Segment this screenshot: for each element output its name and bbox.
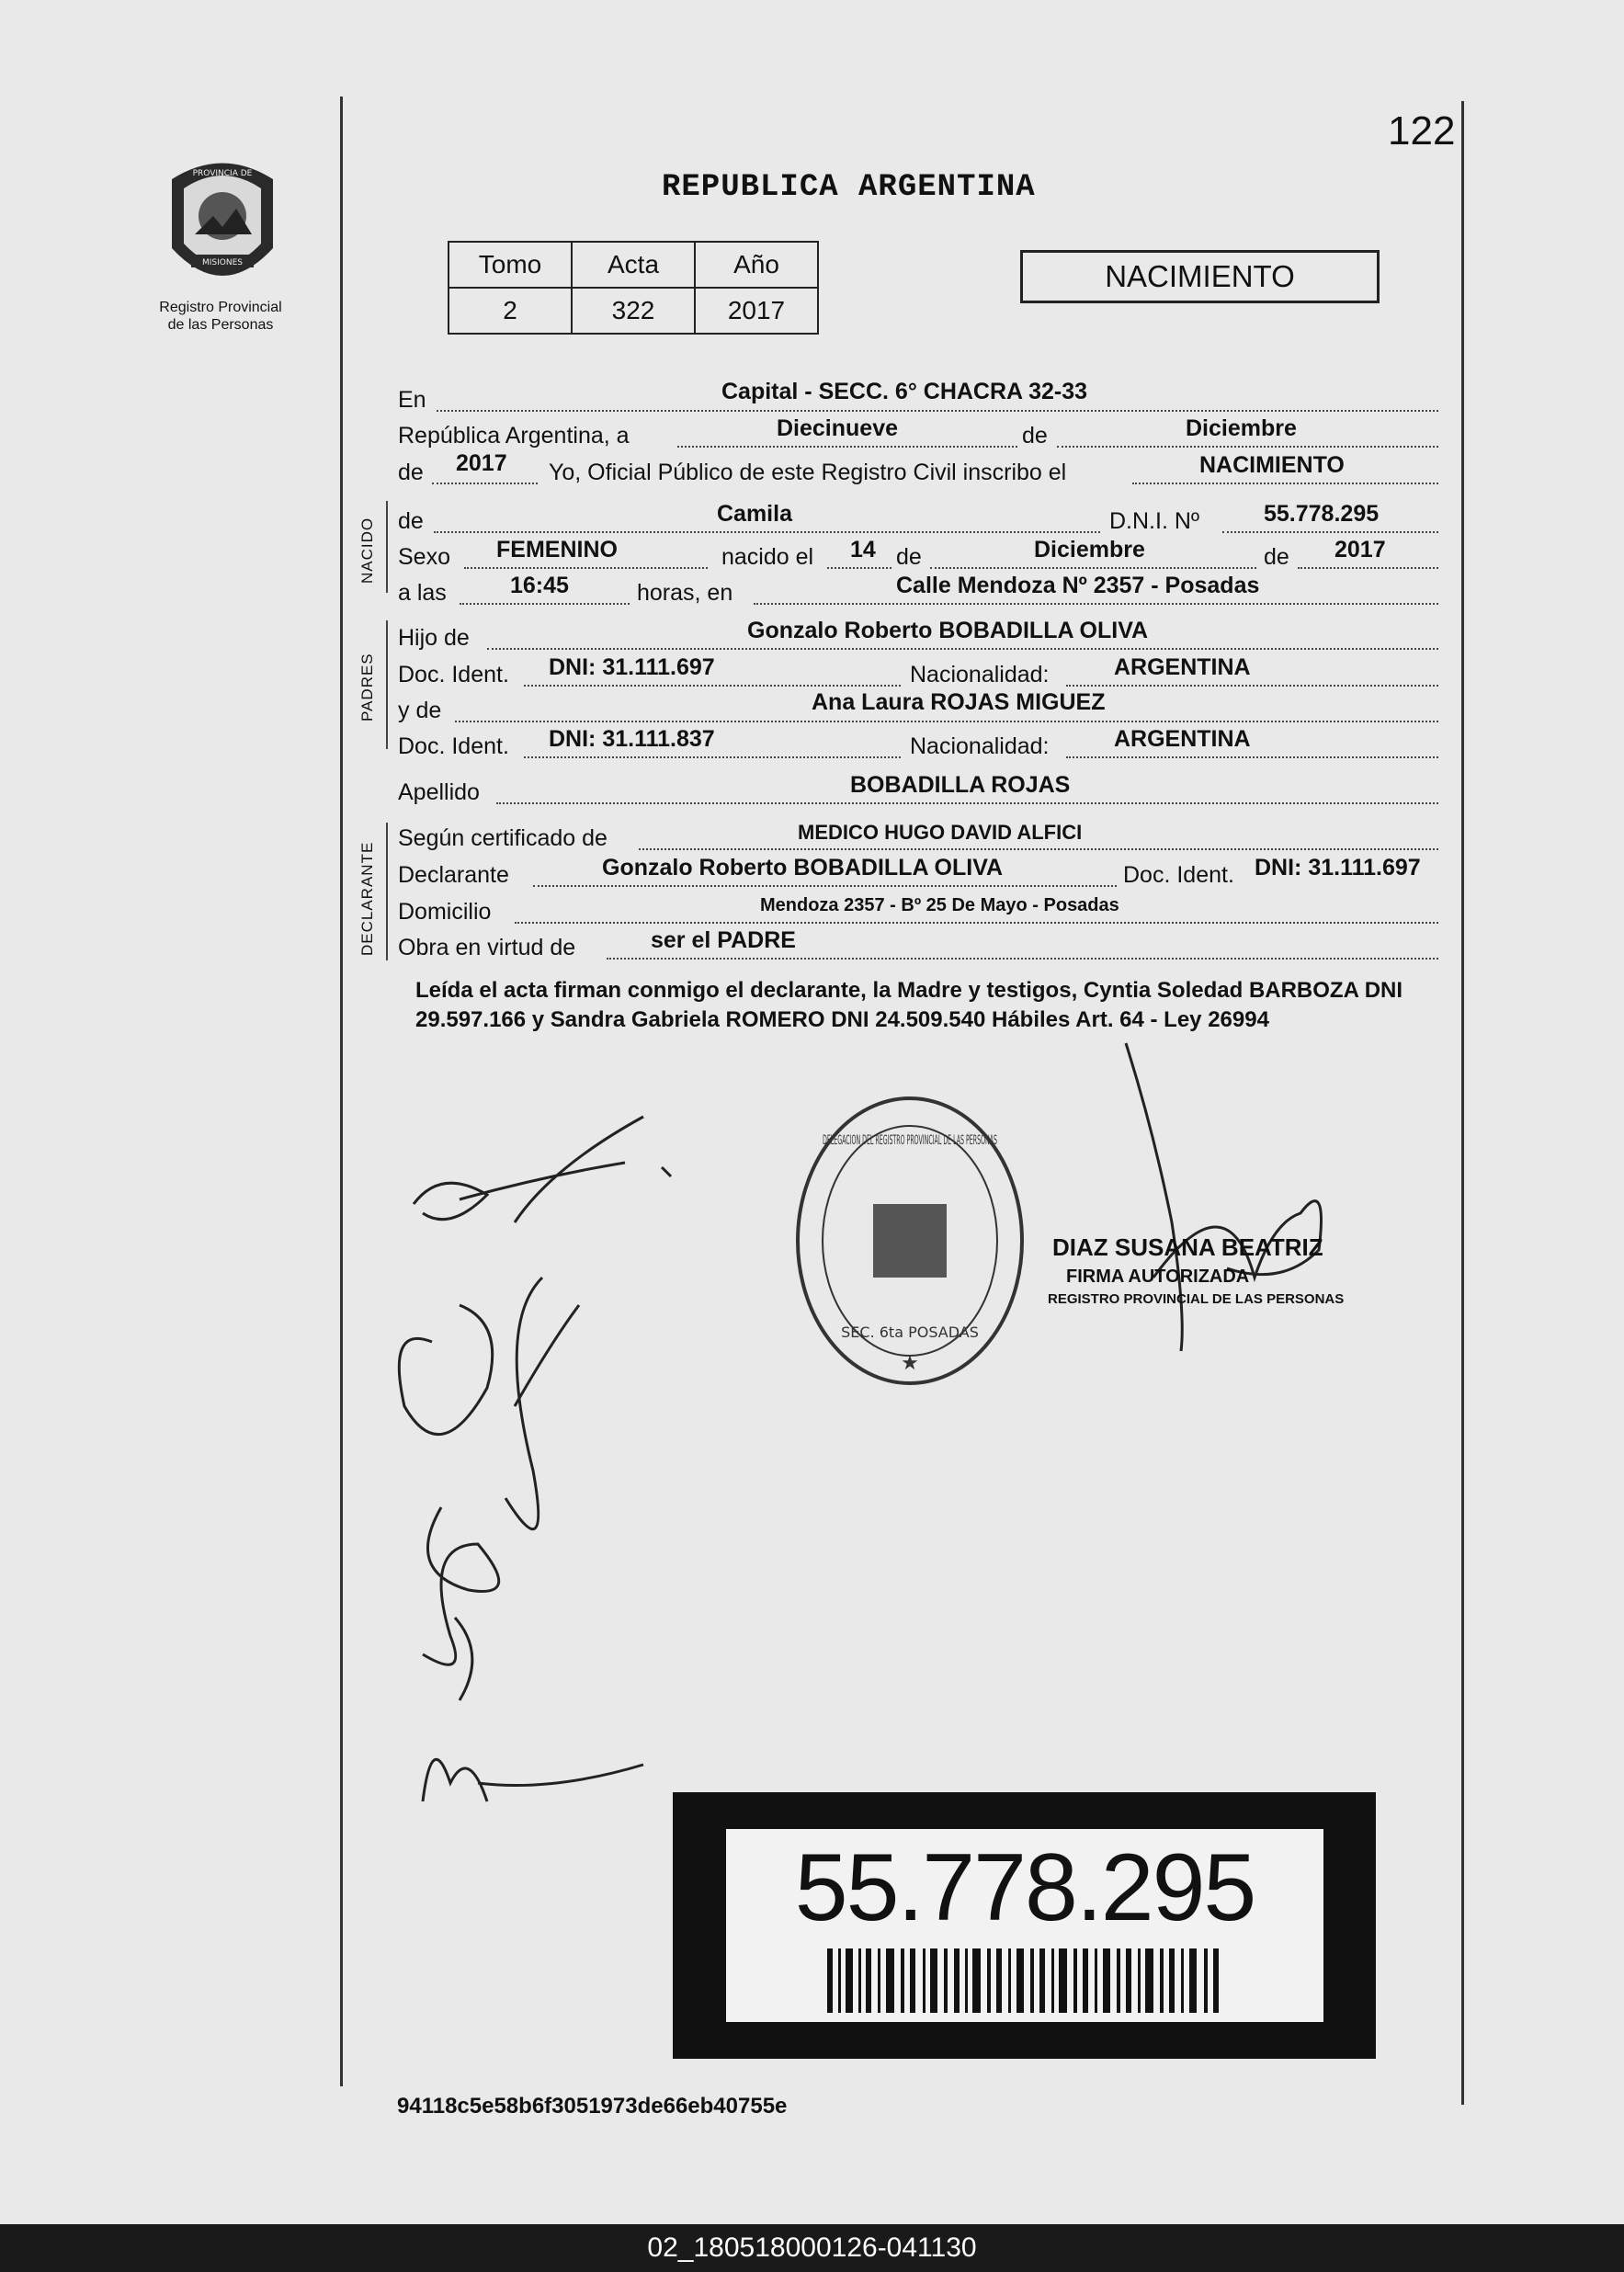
- mother-nat-dotted-line: [1066, 756, 1438, 758]
- father-doc: DNI: 31.111.697: [549, 654, 715, 680]
- father-dotted-line: [487, 648, 1438, 650]
- mother-dotted-line: [455, 721, 1438, 722]
- declarante-doc-value: DNI: 31.111.697: [1255, 855, 1421, 880]
- a-las-label: a las: [398, 580, 447, 606]
- record-dotted-line: [1132, 483, 1438, 484]
- table-header-anio: Año: [695, 242, 818, 288]
- birth-time: 16:45: [510, 573, 569, 598]
- birth-place: Calle Mendoza Nº 2357 - Posadas: [896, 573, 1260, 598]
- padres-section-label: PADRES: [358, 653, 376, 721]
- barcode-number: 55.778.295: [794, 1835, 1255, 1941]
- nacido-el-label: nacido el: [721, 544, 814, 570]
- mother-nat-label: Nacionalidad:: [910, 733, 1050, 759]
- cert-label: Según certificado de: [398, 825, 608, 851]
- horas-label: horas, en: [637, 580, 733, 606]
- dni-label: D.N.I. Nº: [1109, 508, 1200, 534]
- birth-month-dotted-line: [930, 567, 1256, 569]
- oficial-text: Yo, Oficial Público de este Registro Civil inscribo el: [549, 460, 1067, 485]
- logo-text-bottom: MISIONES: [201, 258, 244, 267]
- obra-label: Obra en virtud de: [398, 935, 576, 960]
- mother-name: Ana Laura ROJAS MIGUEZ: [812, 689, 1106, 715]
- table-value-tomo: 2: [449, 288, 572, 334]
- father-doc-label: Doc. Ident.: [398, 662, 509, 687]
- nacido-de-label3: de: [1264, 544, 1289, 570]
- en-label: En: [398, 387, 426, 413]
- logo-caption: [138, 299, 303, 334]
- birth-place-dotted-line: [754, 603, 1438, 605]
- sexo-value: FEMENINO: [496, 537, 618, 562]
- official-title: FIRMA AUTORIZADA: [1066, 1267, 1250, 1287]
- registry-table-value-row: [449, 288, 818, 334]
- cert-value: MEDICO HUGO DAVID ALFICI: [798, 821, 1083, 844]
- mother-nationality: ARGENTINA: [1114, 726, 1251, 752]
- obra-dotted-line: [607, 958, 1438, 960]
- apellido-dotted-line: [496, 802, 1438, 804]
- official-signature: [1117, 1039, 1337, 1360]
- page-number: 122: [1388, 108, 1456, 153]
- en-dotted-line: [437, 410, 1438, 412]
- month-dotted-line: [1057, 446, 1438, 448]
- right-margin-rule: [1461, 101, 1464, 2105]
- barcode-bars: [827, 1948, 1222, 2013]
- birth-year-dotted-line: [1298, 567, 1438, 569]
- father-nationality: ARGENTINA: [1114, 654, 1251, 680]
- mother-doc-label: Doc. Ident.: [398, 733, 509, 759]
- table-header-acta: Acta: [572, 242, 695, 288]
- reading-statement: Leída el acta firman conmigo el declarante, la Madre y testigos, Cyntia Soledad BARBOZA DNI 29.597.166 y Sandra Gabriela ROMERO DNI 24.509.540 Hábiles Art. 64 - Ley 26994: [415, 978, 1403, 1032]
- birth-day-dotted-line: [827, 567, 891, 569]
- logo-text-top: PROVINCIA DE: [192, 169, 253, 178]
- left-margin-rule: [340, 97, 343, 2086]
- father-doc-dotted-line: [524, 685, 901, 687]
- en-value: Capital - SECC. 6° CHACRA 32-33: [721, 379, 1088, 404]
- registry-table-header-row: [449, 242, 818, 288]
- sexo-dotted-line: [464, 567, 708, 569]
- nacido-de-label: de: [398, 508, 424, 534]
- de2-label: de: [398, 460, 424, 485]
- seal-outer-text: DELEGACION DEL REGISTRO PROVINCIAL DE LAS PERSONAS: [823, 1133, 998, 1148]
- official-round-seal: [790, 1089, 1029, 1392]
- declarante-doc-label: Doc. Ident.: [1123, 862, 1234, 888]
- dni-dotted-line: [1222, 531, 1438, 533]
- table-header-tomo: Tomo: [449, 242, 572, 288]
- child-dni: 55.778.295: [1264, 501, 1380, 527]
- scan-id-bar: 02_180518000126-041130: [0, 2224, 1624, 2272]
- official-office: REGISTRO PROVINCIAL DE LAS PERSONAS: [1048, 1291, 1345, 1307]
- logo-caption-line1: Registro Provincial: [159, 300, 282, 315]
- mother-doc: DNI: 31.111.837: [549, 726, 715, 752]
- child-name: Camila: [717, 501, 792, 527]
- apellido-label: Apellido: [398, 779, 480, 805]
- republica-label: República Argentina, a: [398, 423, 630, 449]
- sexo-label: Sexo: [398, 544, 450, 570]
- record-value: NACIMIENTO: [1199, 452, 1345, 478]
- declarante-value: Gonzalo Roberto BOBADILLA OLIVA: [602, 855, 1004, 880]
- witness-signatures: [368, 1268, 662, 1820]
- father-nat-label: Nacionalidad:: [910, 662, 1050, 687]
- birth-month: Diciembre: [1034, 537, 1145, 562]
- country-title: REPUBLICA ARGENTINA: [662, 170, 1036, 205]
- nacido-bracket: [386, 501, 388, 593]
- domicilio-dotted-line: [515, 922, 1438, 924]
- declarante-dotted-line: [533, 885, 1117, 887]
- province-shield-logo: [158, 152, 287, 299]
- record-type-box: NACIMIENTO: [1020, 250, 1380, 303]
- time-dotted-line: [460, 603, 630, 605]
- de-label: de: [1022, 423, 1048, 449]
- declarante-bracket: [386, 823, 388, 960]
- year-dotted-line: [432, 483, 538, 484]
- declarante-label: Declarante: [398, 862, 509, 888]
- padres-bracket: [386, 620, 388, 749]
- birth-day: 14: [850, 537, 876, 562]
- obra-value: ser el PADRE: [651, 927, 796, 953]
- nacido-de-label2: de: [896, 544, 922, 570]
- declarant-signature: [386, 1112, 698, 1259]
- table-value-anio: 2017: [695, 288, 818, 334]
- day-dotted-line: [677, 446, 1017, 448]
- father-name: Gonzalo Roberto BOBADILLA OLIVA: [747, 618, 1149, 643]
- day-value: Diecinueve: [777, 415, 899, 441]
- name-dotted-line: [434, 531, 1100, 533]
- domicilio-label: Domicilio: [398, 899, 492, 925]
- document-hash: 94118c5e58b6f3051973de66eb40755e: [397, 2094, 788, 2119]
- logo-caption-line2: de las Personas: [167, 317, 274, 333]
- mother-doc-dotted-line: [524, 756, 901, 758]
- seal-inner-text: SEC. 6ta POSADAS: [841, 1323, 979, 1341]
- table-value-acta: 322: [572, 288, 695, 334]
- cert-dotted-line: [639, 848, 1438, 850]
- declarante-section-label: DECLARANTE: [358, 841, 376, 956]
- official-name: DIAZ SUSANA BEATRIZ: [1052, 1233, 1323, 1261]
- nacido-section-label: NACIDO: [358, 517, 376, 584]
- svg-text:★: ★: [901, 1352, 919, 1375]
- month-value: Diciembre: [1186, 415, 1297, 441]
- hijo-de-label: Hijo de: [398, 625, 470, 651]
- birth-year: 2017: [1334, 537, 1386, 562]
- father-nat-dotted-line: [1066, 685, 1438, 687]
- apellido-value: BOBADILLA ROJAS: [850, 772, 1071, 798]
- registry-table: [448, 241, 819, 335]
- y-de-label: y de: [398, 698, 442, 723]
- year-value: 2017: [456, 450, 507, 476]
- domicilio-value: Mendoza 2357 - Bº 25 De Mayo - Posadas: [760, 895, 1119, 915]
